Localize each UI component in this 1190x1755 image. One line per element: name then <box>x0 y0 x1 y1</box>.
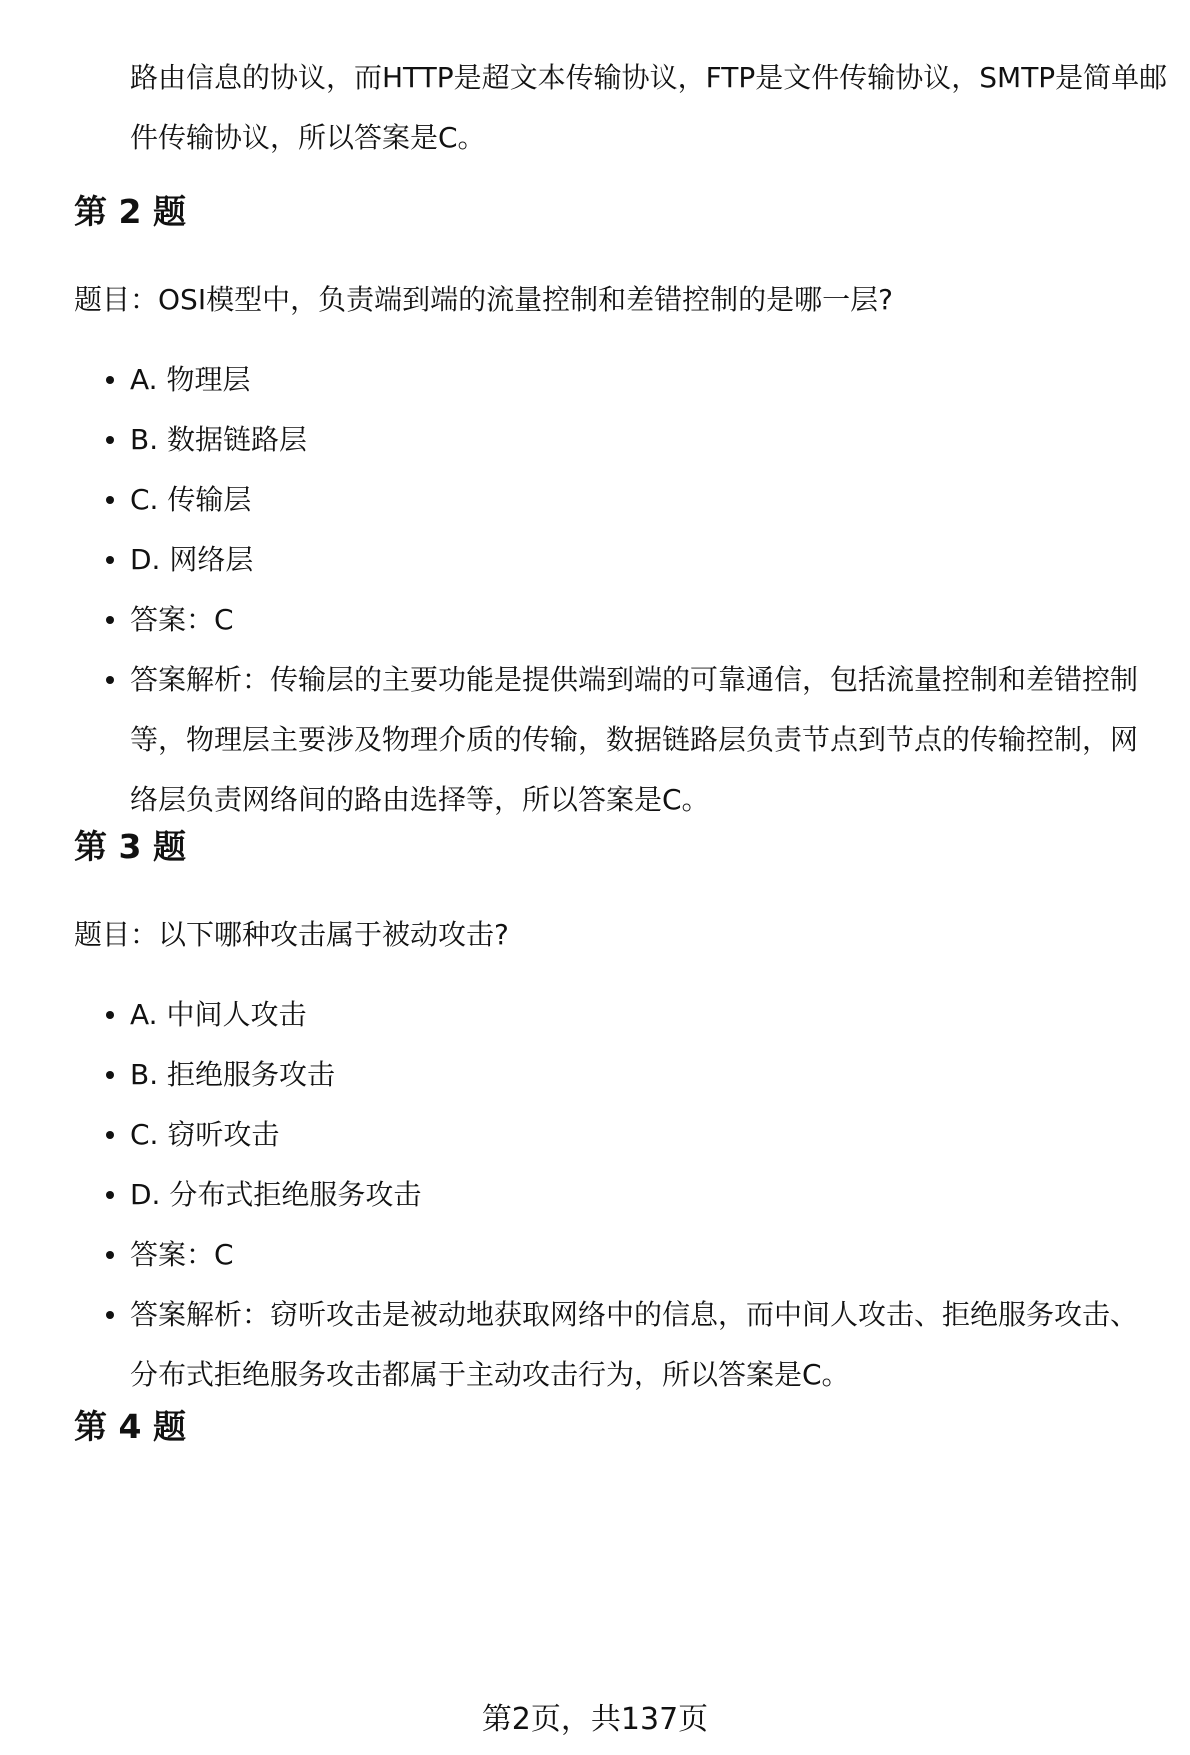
page-number-footer: 第2页，共137页 <box>481 1702 709 1737</box>
question-3-option-c: C. 窃听攻击 <box>130 1105 1165 1165</box>
question-2-answer: 答案：C <box>130 590 1165 650</box>
bullet-icon <box>106 1251 114 1259</box>
question-3-explanation: 答案解析：窃听攻击是被动地获取网络中的信息，而中间人攻击、拒绝服务攻击、分布式拒绝服务攻击都属于主动攻击行为，所以答案是C。 <box>130 1285 1165 1405</box>
bullet-icon <box>106 436 114 444</box>
bullet-icon <box>106 1311 114 1319</box>
question-3-heading: 第 3 题 <box>74 827 186 866</box>
bullet-icon <box>106 1011 114 1019</box>
bullet-icon <box>106 616 114 624</box>
bullet-icon <box>106 1071 114 1079</box>
question-3-options <box>130 985 1165 1405</box>
bullet-icon <box>106 376 114 384</box>
question-3-text: 题目：以下哪种攻击属于被动攻击? <box>74 918 509 951</box>
previous-explanation-continuation: 路由信息的协议，而HTTP是超文本传输协议，FTP是文件传输协议，SMTP是简单邮件传输协议，所以答案是C。 <box>130 61 1168 154</box>
question-2-option-b: B. 数据链路层 <box>130 410 1165 470</box>
question-2-option-d: D. 网络层 <box>130 530 1165 590</box>
bullet-icon <box>106 556 114 564</box>
question-2-explanation: 答案解析：传输层的主要功能是提供端到端的可靠通信，包括流量控制和差错控制等，物理层主要涉及物理介质的传输，数据链路层负责节点到节点的传输控制，网络层负责网络间的路由选择等，所以答案是C。 <box>130 650 1165 830</box>
question-3-answer: 答案：C <box>130 1225 1165 1285</box>
bullet-icon <box>106 1131 114 1139</box>
question-2-option-a: A. 物理层 <box>130 350 1165 410</box>
bullet-icon <box>106 496 114 504</box>
question-3-option-a: A. 中间人攻击 <box>130 985 1165 1045</box>
question-2-heading: 第 2 题 <box>74 192 186 231</box>
question-2-options <box>130 350 1165 830</box>
question-2-text: 题目：OSI模型中，负责端到端的流量控制和差错控制的是哪一层? <box>74 283 893 316</box>
question-2-option-c: C. 传输层 <box>130 470 1165 530</box>
bullet-icon <box>106 1191 114 1199</box>
question-4-heading: 第 4 题 <box>74 1407 186 1446</box>
question-3-option-d: D. 分布式拒绝服务攻击 <box>130 1165 1165 1225</box>
question-3-option-b: B. 拒绝服务攻击 <box>130 1045 1165 1105</box>
bullet-icon <box>106 676 114 684</box>
